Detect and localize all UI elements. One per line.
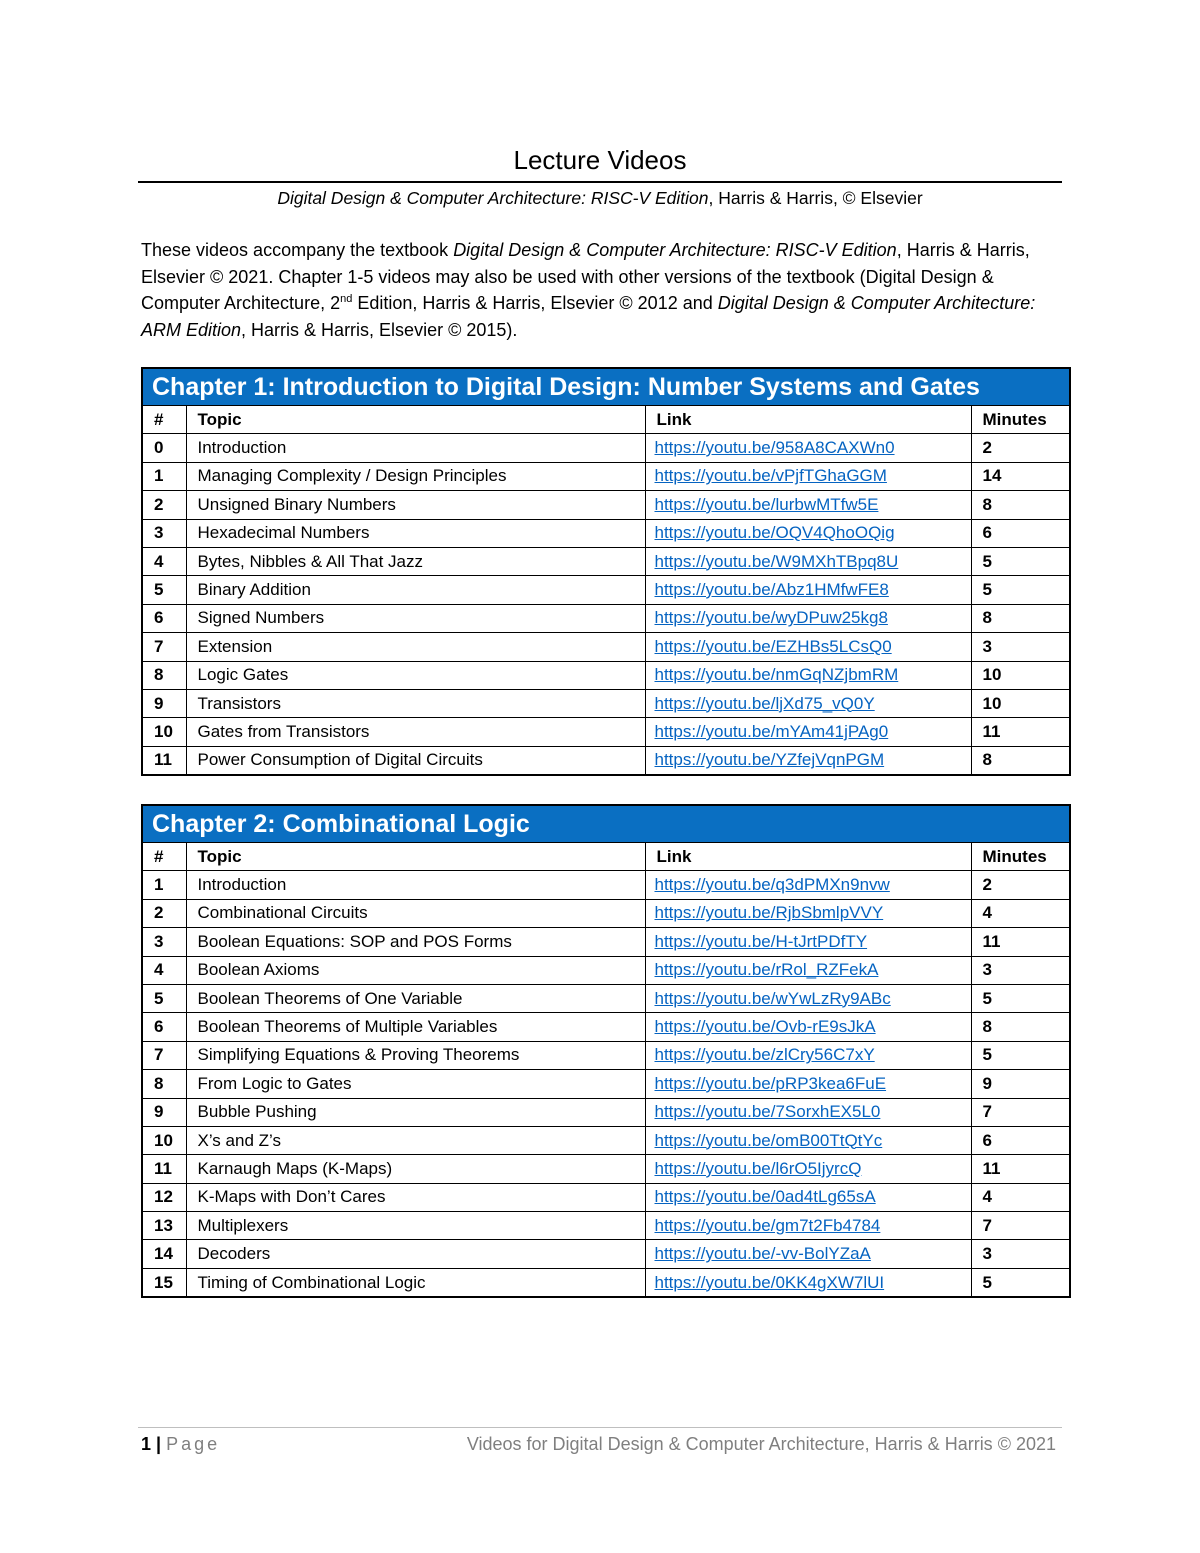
topic-cell: Decoders — [186, 1240, 645, 1268]
intro-paragraph — [141, 237, 1066, 343]
minutes-cell: 5 — [971, 576, 1070, 604]
table-header-row — [142, 406, 1070, 434]
topic-cell: X’s and Z’s — [186, 1126, 645, 1154]
video-link[interactable]: https://youtu.be/wYwLzRy9ABc — [645, 984, 971, 1012]
video-link[interactable]: https://youtu.be/-vv-BolYZaA — [645, 1240, 971, 1268]
page-number: 1 — [141, 1434, 152, 1454]
video-link[interactable]: https://youtu.be/wyDPuw25kg8 — [645, 604, 971, 632]
row-number: 4 — [142, 547, 186, 575]
table-row — [142, 633, 1070, 661]
row-number: 3 — [142, 928, 186, 956]
table-row — [142, 1268, 1070, 1297]
video-link[interactable]: https://youtu.be/q3dPMXn9nvw — [645, 871, 971, 899]
page-word: Page — [166, 1434, 221, 1454]
minutes-cell: 3 — [971, 633, 1070, 661]
topic-cell: Boolean Equations: SOP and POS Forms — [186, 928, 645, 956]
minutes-cell: 8 — [971, 746, 1070, 775]
video-link[interactable]: https://youtu.be/lurbwMTfw5E — [645, 491, 971, 519]
video-link[interactable]: https://youtu.be/zlCry56C7xY — [645, 1041, 971, 1069]
table-row — [142, 1041, 1070, 1069]
minutes-cell: 6 — [971, 519, 1070, 547]
page-indicator — [141, 1430, 220, 1458]
table-row — [142, 899, 1070, 927]
row-number: 4 — [142, 956, 186, 984]
intro-text-4: , Harris & Harris, Elsevier © 2015). — [241, 319, 518, 340]
topic-cell: Hexadecimal Numbers — [186, 519, 645, 547]
video-link[interactable]: https://youtu.be/0KK4gXW7lUI — [645, 1268, 971, 1297]
row-number: 0 — [142, 434, 186, 462]
intro-book-risc-v: Digital Design & Computer Architecture: RISC-V Edition — [453, 240, 897, 260]
video-link[interactable]: https://youtu.be/Abz1HMfwFE8 — [645, 576, 971, 604]
topic-cell: Gates from Transistors — [186, 718, 645, 746]
column-header-link: Link — [645, 843, 971, 871]
video-link[interactable]: https://youtu.be/gm7t2Fb4784 — [645, 1212, 971, 1240]
minutes-cell: 3 — [971, 956, 1070, 984]
topic-cell: Boolean Axioms — [186, 956, 645, 984]
chapter-title: Chapter 1: Introduction to Digital Design: Number Systems and Gates — [142, 368, 1070, 406]
subtitle-book-title: Digital Design & Computer Architecture: RISC-V Edition — [277, 188, 709, 208]
topic-cell: Power Consumption of Digital Circuits — [186, 746, 645, 775]
topic-cell: Karnaugh Maps (K-Maps) — [186, 1155, 645, 1183]
row-number: 12 — [142, 1183, 186, 1211]
row-number: 7 — [142, 633, 186, 661]
table-row — [142, 746, 1070, 775]
video-link[interactable]: https://youtu.be/pRP3kea6FuE — [645, 1070, 971, 1098]
row-number: 8 — [142, 1070, 186, 1098]
minutes-cell: 11 — [971, 718, 1070, 746]
column-header-topic: Topic — [186, 406, 645, 434]
topic-cell: Simplifying Equations & Proving Theorems — [186, 1041, 645, 1069]
page-title: Lecture Videos — [513, 145, 687, 175]
table-row — [142, 871, 1070, 899]
minutes-cell: 9 — [971, 1070, 1070, 1098]
table-row — [142, 1240, 1070, 1268]
intro-superscript: nd — [340, 293, 353, 305]
minutes-cell: 8 — [971, 491, 1070, 519]
video-link[interactable]: https://youtu.be/omB00TtQtYc — [645, 1126, 971, 1154]
video-link[interactable]: https://youtu.be/vPjfTGhaGGM — [645, 462, 971, 490]
row-number: 10 — [142, 1126, 186, 1154]
chapter-2-table — [141, 804, 1071, 1298]
column-header-minutes: Minutes — [971, 406, 1070, 434]
title-rule — [138, 181, 1062, 183]
minutes-cell: 6 — [971, 1126, 1070, 1154]
topic-cell: Bubble Pushing — [186, 1098, 645, 1126]
row-number: 11 — [142, 1155, 186, 1183]
table-row — [142, 1126, 1070, 1154]
row-number: 3 — [142, 519, 186, 547]
row-number: 10 — [142, 718, 186, 746]
minutes-cell: 11 — [971, 1155, 1070, 1183]
row-number: 2 — [142, 899, 186, 927]
table-row — [142, 519, 1070, 547]
video-link[interactable]: https://youtu.be/nmGqNZjbmRM — [645, 661, 971, 689]
column-header-num: # — [142, 406, 186, 434]
video-link[interactable]: https://youtu.be/OQV4QhoOQig — [645, 519, 971, 547]
table-row — [142, 434, 1070, 462]
minutes-cell: 5 — [971, 547, 1070, 575]
chapter-title: Chapter 2: Combinational Logic — [142, 805, 1070, 843]
row-number: 1 — [142, 871, 186, 899]
footer-rule — [138, 1427, 1062, 1428]
video-link[interactable]: https://youtu.be/H-tJrtPDfTY — [645, 928, 971, 956]
row-number: 9 — [142, 689, 186, 717]
minutes-cell: 3 — [971, 1240, 1070, 1268]
video-link[interactable]: https://youtu.be/ljXd75_vQ0Y — [645, 689, 971, 717]
topic-cell: Timing of Combinational Logic — [186, 1268, 645, 1297]
subtitle-rest: , Harris & Harris, © Elsevier — [708, 188, 923, 208]
topic-cell: From Logic to Gates — [186, 1070, 645, 1098]
row-number: 2 — [142, 491, 186, 519]
page-separator: | — [151, 1434, 167, 1454]
table-row — [142, 1183, 1070, 1211]
topic-cell: Boolean Theorems of Multiple Variables — [186, 1013, 645, 1041]
video-link[interactable]: https://youtu.be/EZHBs5LCsQ0 — [645, 633, 971, 661]
row-number: 5 — [142, 576, 186, 604]
table-row — [142, 928, 1070, 956]
video-link[interactable]: https://youtu.be/0ad4tLg65sA — [645, 1183, 971, 1211]
row-number: 11 — [142, 746, 186, 775]
intro-text-2: , Harris & Harris, Elsevier © 2021. Chapter 1-5 videos may also be used with other versions of the textbook (Digital Design & Computer Architecture, 2 — [141, 240, 1030, 313]
minutes-cell: 2 — [971, 871, 1070, 899]
minutes-cell: 7 — [971, 1098, 1070, 1126]
minutes-cell: 8 — [971, 1013, 1070, 1041]
subtitle — [138, 186, 1062, 210]
table-row — [142, 689, 1070, 717]
table-row — [142, 576, 1070, 604]
table-row — [142, 1155, 1070, 1183]
video-link[interactable]: https://youtu.be/YZfejVqnPGM — [645, 746, 971, 775]
video-link[interactable]: https://youtu.be/Ovb-rE9sJkA — [645, 1013, 971, 1041]
minutes-cell: 7 — [971, 1212, 1070, 1240]
table-row — [142, 1212, 1070, 1240]
table-row — [142, 718, 1070, 746]
minutes-cell: 8 — [971, 604, 1070, 632]
row-number: 1 — [142, 462, 186, 490]
table-row — [142, 1013, 1070, 1041]
footer-text: Videos for Digital Design & Computer Architecture, Harris & Harris © 2021 — [466, 1434, 1056, 1454]
topic-cell: Transistors — [186, 689, 645, 717]
topic-cell: Boolean Theorems of One Variable — [186, 984, 645, 1012]
table-row — [142, 1098, 1070, 1126]
column-header-link: Link — [645, 406, 971, 434]
table-row — [142, 1070, 1070, 1098]
table-row — [142, 984, 1070, 1012]
intro-text-1: These videos accompany the textbook — [141, 240, 454, 260]
video-link[interactable]: https://youtu.be/958A8CAXWn0 — [645, 434, 971, 462]
topic-cell: Managing Complexity / Design Principles — [186, 462, 645, 490]
row-number: 7 — [142, 1041, 186, 1069]
topic-cell: K-Maps with Don’t Cares — [186, 1183, 645, 1211]
minutes-cell: 14 — [971, 462, 1070, 490]
minutes-cell: 5 — [971, 1041, 1070, 1069]
row-number: 14 — [142, 1240, 186, 1268]
video-link[interactable]: https://youtu.be/7SorxhEX5L0 — [645, 1098, 971, 1126]
minutes-cell: 4 — [971, 1183, 1070, 1211]
column-header-minutes: Minutes — [971, 843, 1070, 871]
minutes-cell: 10 — [971, 689, 1070, 717]
minutes-cell: 11 — [971, 928, 1070, 956]
row-number: 9 — [142, 1098, 186, 1126]
table-row — [142, 491, 1070, 519]
table-row — [142, 661, 1070, 689]
table-row — [142, 547, 1070, 575]
video-link[interactable]: https://youtu.be/rRol_RZFekA — [645, 956, 971, 984]
topic-cell: Binary Addition — [186, 576, 645, 604]
column-header-topic: Topic — [186, 843, 645, 871]
row-number: 6 — [142, 604, 186, 632]
intro-text-3: Edition, Harris & Harris, Elsevier © 2012 and — [352, 293, 718, 313]
row-number: 5 — [142, 984, 186, 1012]
topic-cell: Unsigned Binary Numbers — [186, 491, 645, 519]
topic-cell: Logic Gates — [186, 661, 645, 689]
minutes-cell: 5 — [971, 984, 1070, 1012]
page-footer — [141, 1430, 1056, 1458]
chapter-1-table — [141, 367, 1071, 776]
video-link[interactable]: https://youtu.be/l6rO5IjyrcQ — [645, 1155, 971, 1183]
topic-cell: Introduction — [186, 434, 645, 462]
row-number: 8 — [142, 661, 186, 689]
topic-cell: Combinational Circuits — [186, 899, 645, 927]
table-header-row — [142, 843, 1070, 871]
video-link[interactable]: https://youtu.be/W9MXhTBpq8U — [645, 547, 971, 575]
topic-cell: Bytes, Nibbles & All That Jazz — [186, 547, 645, 575]
table-row — [142, 604, 1070, 632]
table-row — [142, 956, 1070, 984]
video-link[interactable]: https://youtu.be/RjbSbmlpVVY — [645, 899, 971, 927]
topic-cell: Signed Numbers — [186, 604, 645, 632]
video-link[interactable]: https://youtu.be/mYAm41jPAg0 — [645, 718, 971, 746]
minutes-cell: 5 — [971, 1268, 1070, 1297]
row-number: 13 — [142, 1212, 186, 1240]
minutes-cell: 4 — [971, 899, 1070, 927]
row-number: 6 — [142, 1013, 186, 1041]
row-number: 15 — [142, 1268, 186, 1297]
topic-cell: Introduction — [186, 871, 645, 899]
topic-cell: Extension — [186, 633, 645, 661]
topic-cell: Multiplexers — [186, 1212, 645, 1240]
minutes-cell: 2 — [971, 434, 1070, 462]
table-row — [142, 462, 1070, 490]
column-header-num: # — [142, 843, 186, 871]
minutes-cell: 10 — [971, 661, 1070, 689]
intro-book-arm: Digital Design & Computer Architecture: ARM Edition — [141, 293, 1036, 340]
